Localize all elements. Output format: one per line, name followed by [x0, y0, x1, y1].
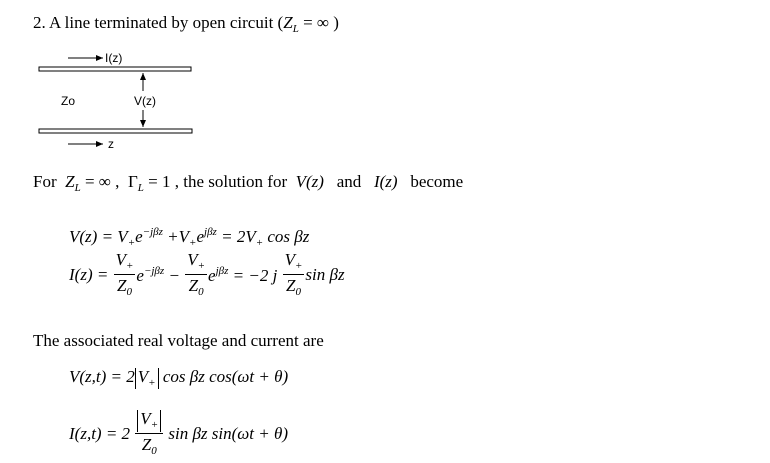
eq2-frac1-num-sub: + — [125, 260, 134, 272]
eq2-frac3 — [283, 251, 305, 298]
eq2-frac3-num-sub: + — [294, 260, 303, 272]
eq2-frac1 — [114, 251, 136, 298]
eq2-frac3-den: Z — [285, 275, 296, 295]
eq1-rhs: = 2V — [216, 227, 256, 246]
gamma-symbol: Γ — [127, 172, 138, 191]
become-word: become — [410, 172, 464, 191]
eq1-plus3: + — [255, 237, 264, 249]
eq4-frac — [135, 410, 163, 457]
eq2-frac3-num: V — [284, 250, 295, 269]
and-word: and — [336, 172, 362, 191]
eq2-frac2-num-sub: + — [197, 260, 206, 272]
eq2-frac1-den: Z — [117, 275, 127, 295]
equation-real-current — [69, 410, 288, 457]
heading-z-sub: L — [292, 23, 299, 35]
impedance-label: Zo — [61, 94, 76, 108]
current-label: I(z) — [105, 51, 123, 65]
eq2-exp1: −jβz — [143, 264, 165, 277]
eq2-minus: − — [168, 265, 180, 285]
voltage-label: V(z) — [134, 94, 156, 108]
eq3-v: V — [137, 367, 149, 386]
eq3-abs — [135, 368, 159, 389]
eq2-frac3-den-sub: 0 — [295, 285, 301, 298]
eq4-num-sub: + — [150, 419, 159, 431]
eq1-exp2: jβz — [204, 226, 217, 238]
equation-current: I(z) = $\frac{V_+}{Z_0}$ $e^{-j\beta z}$ − $\frac{V_+}{Z_0}$ $e^{j\beta z} = -2$ j $\frac{V_+}{Z_0}$ sin βz — [69, 250, 345, 298]
eq2-tail: sin βz — [305, 265, 345, 285]
eq2-frac2-num: V — [187, 250, 198, 269]
eq1-exp1: −jβz — [142, 226, 163, 238]
equation-real-voltage — [69, 368, 288, 389]
for-word: For — [33, 172, 57, 191]
zl-sub: L — [74, 182, 81, 194]
i-of-z: I(z) — [373, 172, 398, 191]
zl-symbol: Z — [65, 172, 75, 191]
eq2-frac1-num: V — [115, 250, 126, 269]
eq2-exp2: jβz — [215, 264, 229, 277]
gamma-value: = 1 , the solution for — [143, 172, 292, 191]
eq4-den-sub: 0 — [151, 444, 157, 457]
eq3-lhs: V(z,t) = 2 — [69, 367, 135, 386]
eq2-frac1-den-sub: 0 — [126, 285, 132, 298]
equation-voltage: $V(z) = V_+e^{-j\beta z} +V_+e^{j\beta z} = 2V_+$ cos βz — [69, 226, 310, 249]
eq3-tail: cos βz cos(ωt + θ) — [162, 367, 289, 386]
bottom-conductor — [39, 129, 192, 133]
z-axis-label: z — [108, 137, 114, 151]
eq1-lhs: V(z) = V — [69, 227, 128, 246]
eq2-frac2-den-sub: 0 — [198, 285, 204, 298]
eq4-num: V — [140, 409, 151, 428]
solution-sentence — [33, 173, 463, 194]
heading-z-symbol: Z — [283, 13, 293, 32]
eq2-frac2 — [185, 251, 207, 298]
eq2-eq: = −2 j — [228, 265, 278, 285]
heading-suffix: = ∞ ) — [298, 13, 339, 32]
heading-prefix: 2. A line terminated by open circuit ( — [33, 13, 284, 32]
eq1-plus2: + — [189, 237, 197, 249]
gamma-sub: L — [137, 182, 144, 194]
eq4-den: Z — [141, 434, 152, 454]
eq1-tail: cos βz — [263, 227, 310, 246]
top-conductor — [39, 67, 191, 71]
eq4-tail: sin βz sin(ωt + θ) — [168, 424, 289, 444]
eq2-frac2-den: Z — [188, 275, 199, 295]
eq2-lhs: I(z) = — [69, 265, 109, 285]
transmission-line-diagram — [0, 0, 220, 160]
eq1-mid: +V — [162, 227, 190, 246]
eq4-lhs: I(z,t) = 2 — [69, 424, 131, 444]
real-values-sentence: The associated real voltage and current are — [33, 331, 324, 350]
v-of-z: V(z) — [295, 172, 324, 191]
eq1-plus1: + — [127, 237, 136, 249]
zl-value: = ∞ , — [80, 172, 120, 191]
eq3-v-sub: + — [148, 377, 156, 389]
